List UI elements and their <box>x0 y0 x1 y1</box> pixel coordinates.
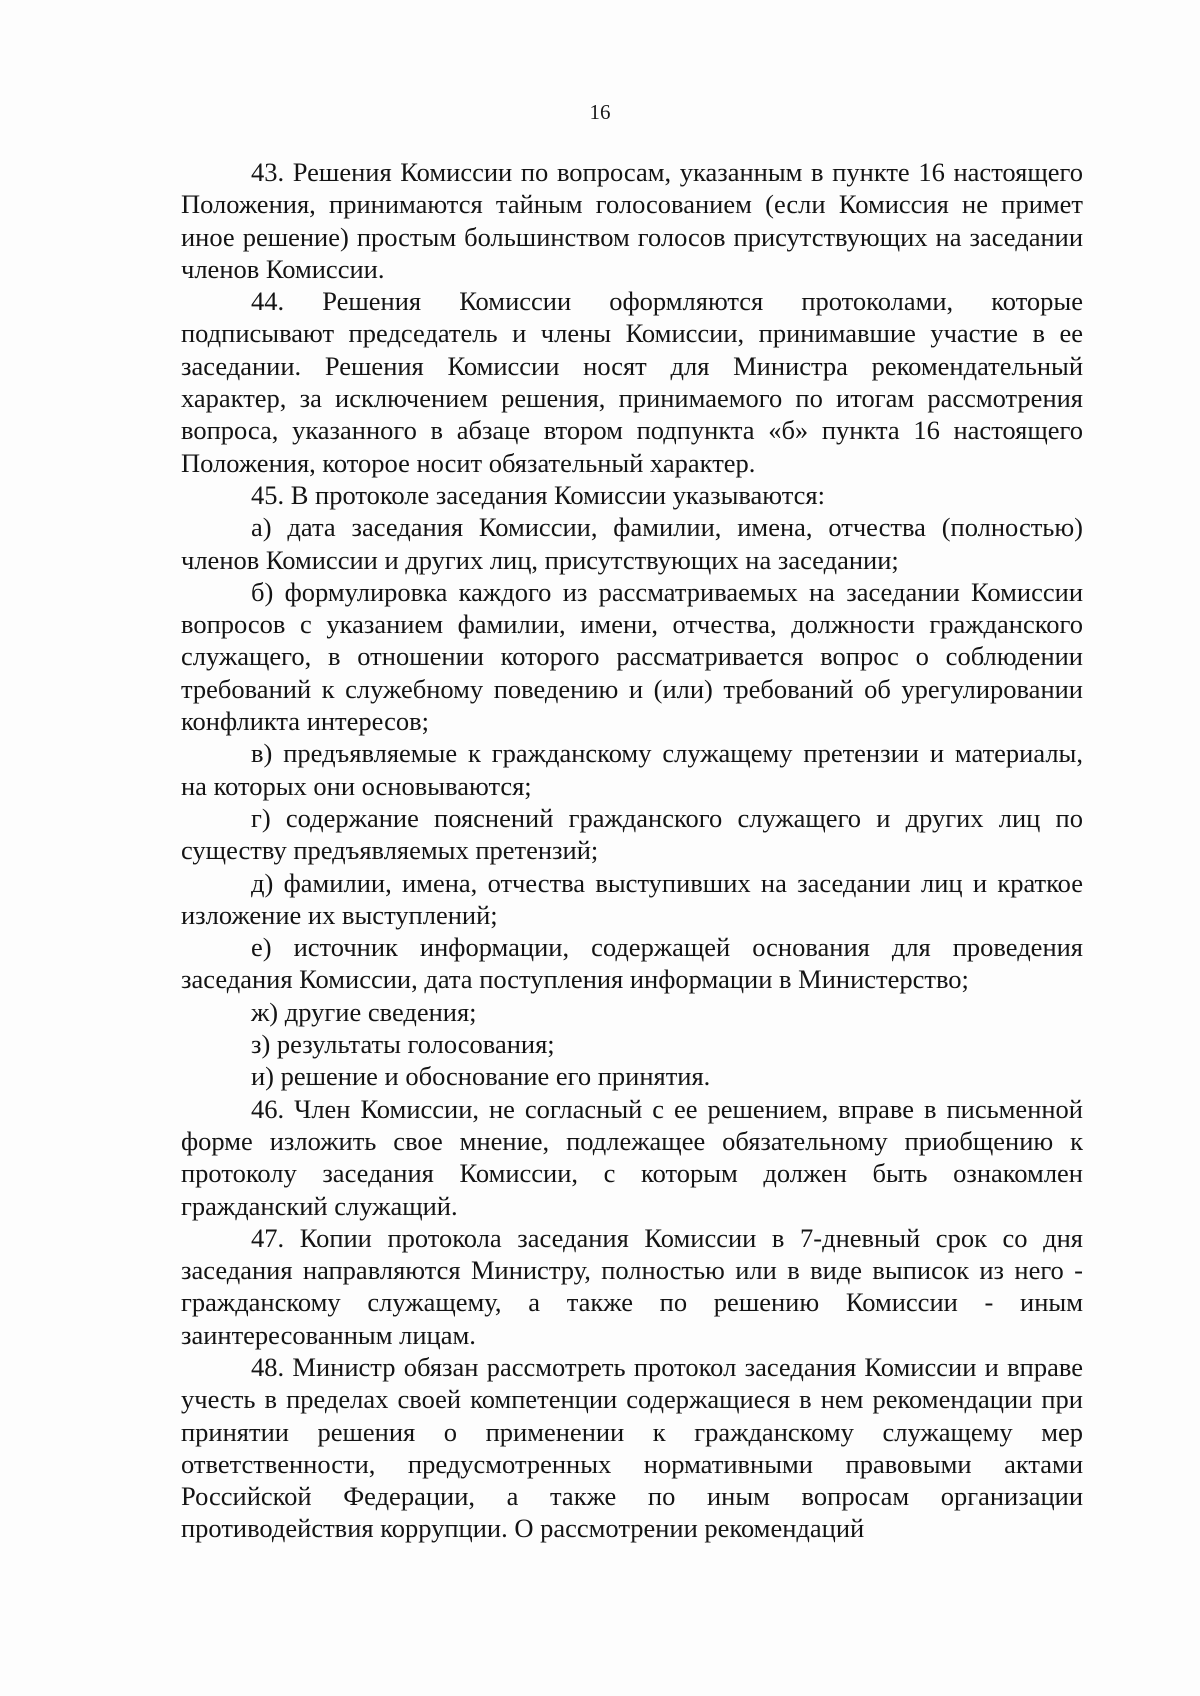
paragraph-46: 46. Член Комиссии, не согласный с ее решением, вправе в письменной форме изложить свое мнение, подлежащее обязательному приобщению к протоколу заседания Комиссии, с которым должен быть ознакомлен гражданский служащий. <box>181 1093 1083 1221</box>
paragraph-48: 48. Министр обязан рассмотреть протокол заседания Комиссии и вправе учесть в пределах своей компетенции содержащиеся в нем рекомендации при принятии решения о применении к гражданскому служащему мер ответственности, предусмотренных нормативными правовыми актами Российской Федерации, а также по иным вопросам организации противодействия коррупции. О рассмотрении рекомендаций <box>181 1351 1083 1544</box>
list-item-d: д) фамилии, имена, отчества выступивших на заседании лиц и краткое изложение их выступлений; <box>181 867 1083 930</box>
list-item-z: з) результаты голосования; <box>251 1029 555 1060</box>
list-item-i: и) решение и обоснование его принятия. <box>251 1061 711 1092</box>
list-item-a: а) дата заседания Комиссии, фамилии, имена, отчества (полностью) членов Комиссии и других лиц, присутствующих на заседании; <box>181 512 1083 575</box>
paragraph-44: 44. Решения Комиссии оформляются протоколами, которые подписывают председатель и члены Комиссии, принимавшие участие в ее заседании. Решения Комиссии носят для Министра рекомендательный характер, за исключением решения, принимаемого по итогам рассмотрения вопроса, указанного в абзаце втором подпункта «б» пункта 16 настоящего Положения, которое носит обязательный характер. <box>181 286 1083 478</box>
paragraph-47: 47. Копии протокола заседания Комиссии в 7-дневный срок со дня заседания направляются Министру, полностью или в виде выписок из него - гражданскому служащему, а также по решению Комиссии - иным заинтересованным лицам. <box>181 1222 1083 1350</box>
list-item-e: е) источник информации, содержащей основания для проведения заседания Комиссии, дата поступления информации в Министерство; <box>181 932 1083 995</box>
list-item-v: в) предъявляемые к гражданскому служащему претензии и материалы, на которых они основываются; <box>181 738 1083 801</box>
list-item-g: г) содержание пояснений гражданского служащего и других лиц по существу предъявляемых претензий; <box>181 802 1083 866</box>
document-body <box>181 156 1083 1545</box>
paragraph-43: 43. Решения Комиссии по вопросам, указанным в пункте 16 настоящего Положения, принимаются тайным голосованием (если Комиссия не примет иное решение) простым большинством голосов присутствующих на заседании членов Комиссии. <box>181 157 1083 284</box>
paragraph-45: 45. В протоколе заседания Комиссии указываются: <box>251 479 825 510</box>
list-item-b: б) формулировка каждого из рассматриваемых на заседании Комиссии вопросов с указанием фамилии, имени, отчества, должности гражданского служащего, в отношении которого рассматривается вопрос о соблюдении требований к служебному поведению и (или) требований об урегулировании конфликта интересов; <box>181 576 1083 737</box>
page-number: 16 <box>589 100 611 124</box>
list-item-zh: ж) другие сведения; <box>251 996 477 1027</box>
